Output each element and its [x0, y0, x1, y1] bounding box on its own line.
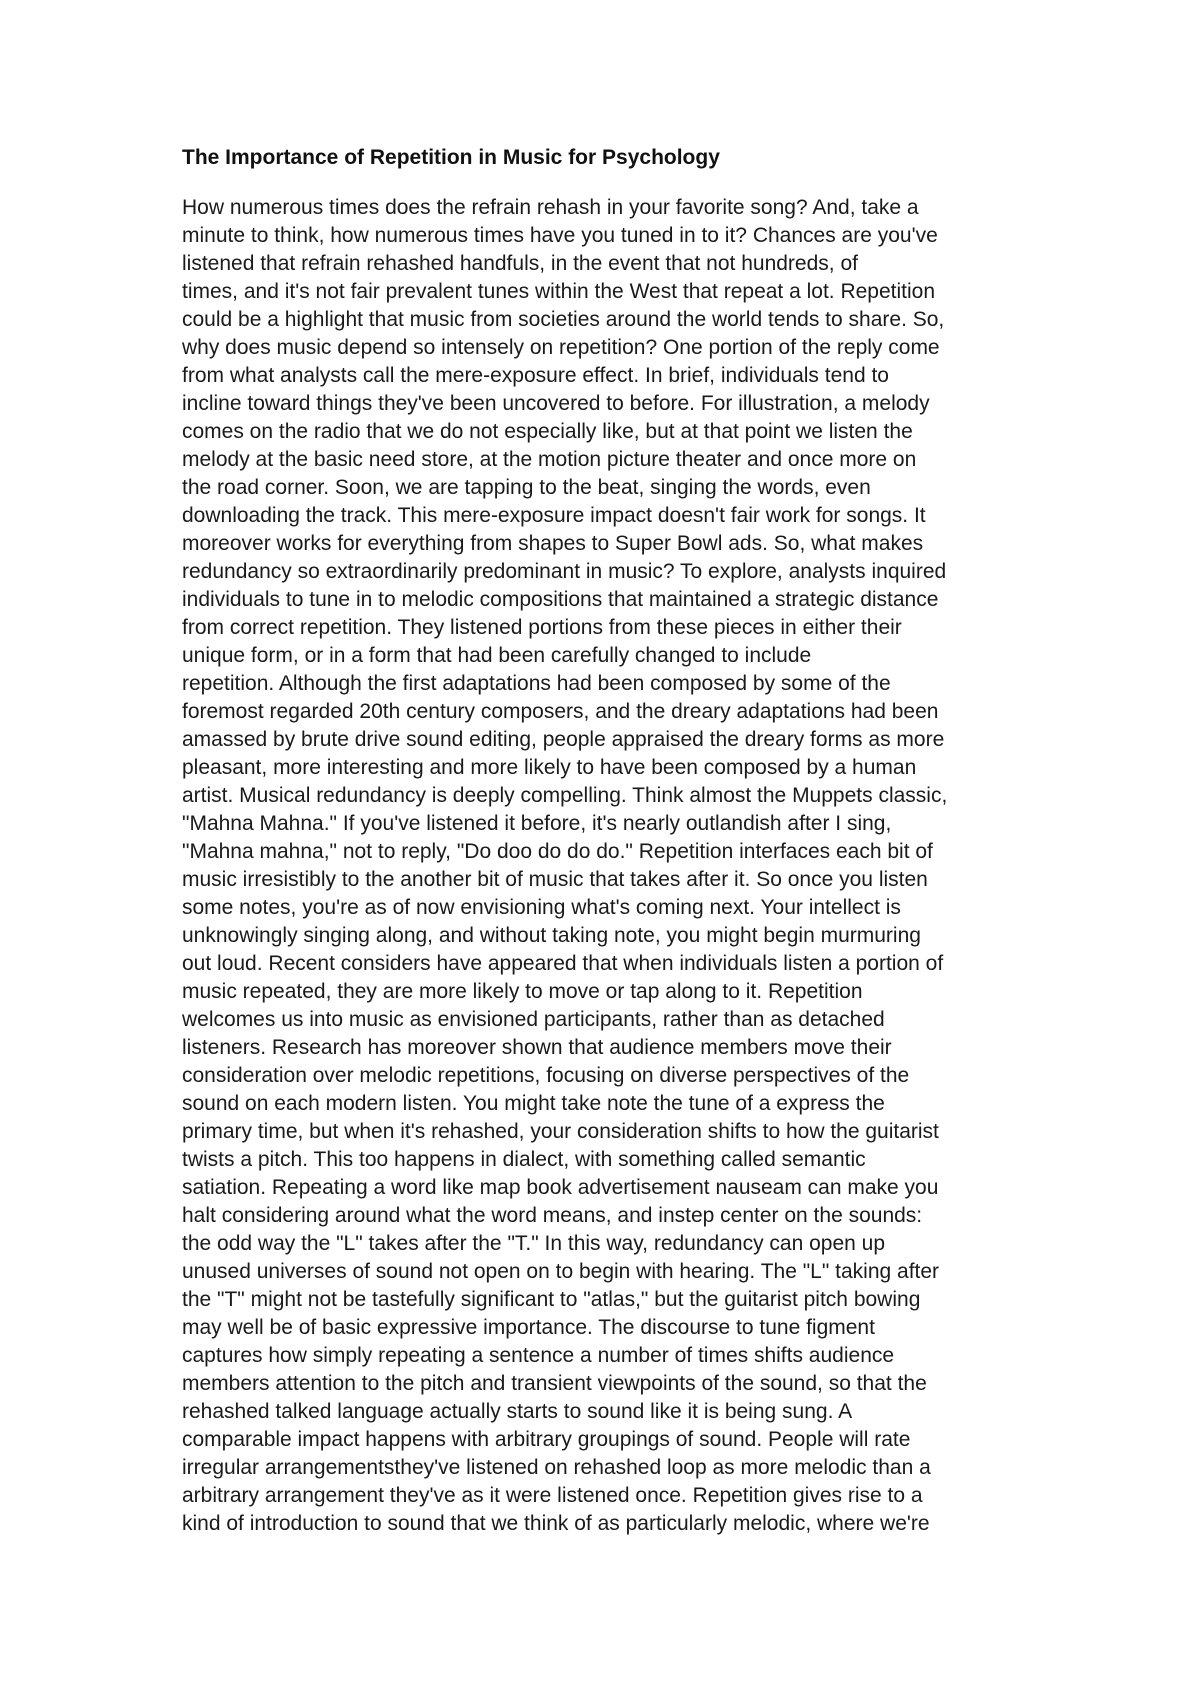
body-text-line: could be a highlight that music from societies around the world tends to share. So,: [182, 308, 945, 331]
body-text-line: foremost regarded 20th century composers, and the dreary adaptations had been: [182, 700, 939, 723]
body-text-line: How numerous times does the refrain rehash in your favorite song? And, take a: [182, 196, 919, 219]
body-text-line: consideration over melodic repetitions, focusing on diverse perspectives of the: [182, 1064, 910, 1087]
body-text-line: halt considering around what the word means, and instep center on the sounds:: [182, 1204, 923, 1227]
body-text-line: arbitrary arrangement they've as it were listened once. Repetition gives rise to a: [182, 1484, 923, 1507]
body-text-line: incline toward things they've been uncovered to before. For illustration, a melody: [182, 392, 930, 415]
body-text-line: from what analysts call the mere-exposure effect. In brief, individuals tend to: [182, 364, 889, 387]
body-text-line: music repeated, they are more likely to move or tap along to it. Repetition: [182, 980, 863, 1003]
body-text-line: unknowingly singing along, and without taking note, you might begin murmuring: [182, 924, 921, 947]
body-text-line: the "T" might not be tastefully significant to "atlas," but the guitarist pitch bowing: [182, 1288, 921, 1311]
body-text-line: out loud. Recent considers have appeared that when individuals listen a portion of: [182, 952, 944, 975]
document-content: [182, 144, 1082, 1538]
body-text-line: repetition. Although the first adaptations had been composed by some of the: [182, 672, 891, 695]
body-text-line: individuals to tune in to melodic compositions that maintained a strategic distance: [182, 588, 939, 611]
body-text-line: satiation. Repeating a word like map book advertisement nauseam can make you: [182, 1176, 939, 1199]
body-text-line: artist. Musical redundancy is deeply compelling. Think almost the Muppets classic,: [182, 784, 948, 807]
body-text-line: unused universes of sound not open on to begin with hearing. The "L" taking after: [182, 1260, 940, 1283]
body-text-line: "Mahna mahna," not to reply, "Do doo do do do." Repetition interfaces each bit of: [182, 840, 933, 863]
body-text-line: listeners. Research has moreover shown that audience members move their: [182, 1036, 892, 1059]
body-text-line: melody at the basic need store, at the motion picture theater and once more on: [182, 448, 917, 471]
body-text-line: moreover works for everything from shapes to Super Bowl ads. So, what makes: [182, 532, 924, 555]
body-text-line: pleasant, more interesting and more likely to have been composed by a human: [182, 756, 917, 779]
body-text-line: the odd way the "L" takes after the "T." In this way, redundancy can open up: [182, 1232, 886, 1255]
body-text-line: minute to think, how numerous times have you tuned in to it? Chances are you've: [182, 224, 938, 247]
body-text-line: kind of introduction to sound that we think of as particularly melodic, where we're: [182, 1512, 930, 1535]
body-text-line: irregular arrangementsthey've listened on rehashed loop as more melodic than a: [182, 1456, 931, 1479]
body-text-line: downloading the track. This mere-exposure impact doesn't fair work for songs. It: [182, 504, 926, 527]
body-text-line: times, and it's not fair prevalent tunes within the West that repeat a lot. Repetition: [182, 280, 936, 303]
document-body: [182, 194, 1082, 1538]
body-text-line: welcomes us into music as envisioned participants, rather than as detached: [182, 1008, 885, 1031]
body-text-line: amassed by brute drive sound editing, people appraised the dreary forms as more: [182, 728, 945, 751]
body-text-line: listened that refrain rehashed handfuls, in the event that not hundreds, of: [182, 252, 858, 275]
body-text-line: primary time, but when it's rehashed, your consideration shifts to how the guitarist: [182, 1120, 939, 1143]
body-text-line: captures how simply repeating a sentence a number of times shifts audience: [182, 1344, 895, 1367]
body-text-line: some notes, you're as of now envisioning what's coming next. Your intellect is: [182, 896, 901, 919]
body-text-line: "Mahna Mahna." If you've listened it before, it's nearly outlandish after I sing,: [182, 812, 892, 835]
body-text-line: unique form, or in a form that had been carefully changed to include: [182, 644, 812, 667]
body-text-line: why does music depend so intensely on repetition? One portion of the reply come: [182, 336, 940, 359]
body-text-line: members attention to the pitch and transient viewpoints of the sound, so that the: [182, 1372, 927, 1395]
body-text-line: the road corner. Soon, we are tapping to the beat, singing the words, even: [182, 476, 871, 499]
body-text-line: comes on the radio that we do not especially like, but at that point we listen the: [182, 420, 913, 443]
document-title: The Importance of Repetition in Music for Psychology: [182, 146, 720, 169]
body-text-line: music irresistibly to the another bit of music that takes after it. So once you listen: [182, 868, 928, 891]
body-text-line: may well be of basic expressive importance. The discourse to tune figment: [182, 1316, 875, 1339]
body-text-line: redundancy so extraordinarily predominant in music? To explore, analysts inquired: [182, 560, 947, 583]
body-text-line: sound on each modern listen. You might take note the tune of a express the: [182, 1092, 885, 1115]
body-text-line: from correct repetition. They listened portions from these pieces in either their: [182, 616, 902, 639]
body-text-line: rehashed talked language actually starts to sound like it is being sung. A: [182, 1400, 853, 1423]
body-text-line: twists a pitch. This too happens in dialect, with something called semantic: [182, 1148, 866, 1171]
body-text-line: comparable impact happens with arbitrary groupings of sound. People will rate: [182, 1428, 911, 1451]
